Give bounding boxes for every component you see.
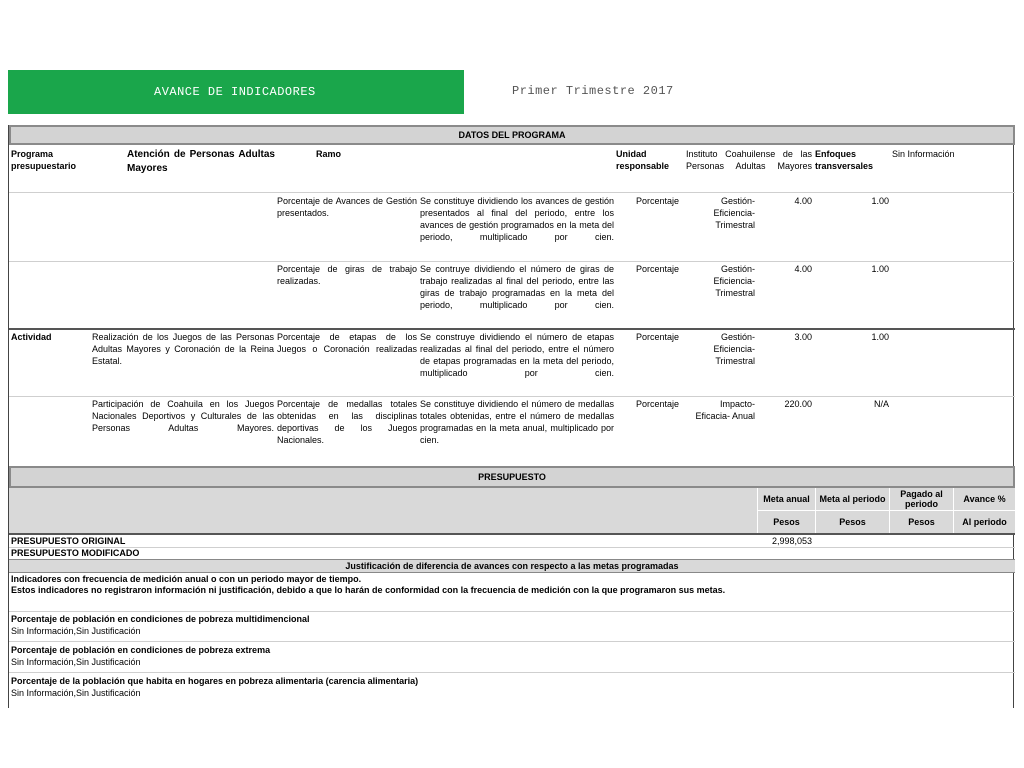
- row-divider: [9, 611, 1015, 612]
- indicator-unit: Porcentaje: [636, 332, 680, 342]
- ramo-label: Ramo: [316, 149, 342, 159]
- indicator-avance: 1.00: [871, 332, 889, 342]
- indicator-type: Impacto- Eficacia- Anual: [695, 399, 755, 421]
- justification-item-value: Sin Información,Sin Justificación: [11, 626, 141, 636]
- justification-line2: Estos indicadores no registraron información ni justificación, debido a que lo harán de conformidad con la frecuencia de medición con la que programaron sus metas.: [11, 585, 726, 595]
- budget-section-header: [9, 466, 1015, 488]
- col-meta-periodo: Meta al periodo: [815, 488, 889, 510]
- unidad-label: Unidad responsable: [616, 149, 670, 171]
- col-meta-anual: Meta anual: [757, 488, 815, 510]
- indicator-type: Gestión- Eficiencia- Trimestral: [713, 332, 755, 366]
- indicator-unit: Porcentaje: [636, 196, 680, 206]
- row-divider: [9, 192, 1015, 193]
- justification-title: Justificación de diferencia de avances con respecto a las metas programadas: [345, 561, 679, 571]
- indicator-objective: Participación de Coahuila en los Juegos Nacionales Deportivos y Culturales de las Personas Adultas Mayores.: [92, 399, 274, 433]
- col-pagado: Pagado al periodo: [889, 488, 953, 510]
- indicator-level: Actividad: [11, 332, 52, 342]
- indicator-type: Gestión- Eficiencia- Trimestral: [713, 196, 755, 230]
- budget-original-value: 2,998,053: [771, 536, 812, 546]
- row-divider: [9, 672, 1015, 673]
- indicator-name: Porcentaje de giras de trabajo realizadas.: [277, 264, 417, 286]
- indicator-method: Se construye dividiendo el número de etapas realizadas al final del periodo, entre el número de etapas programadas en la meta del periodo, multiplicado por cien.: [420, 332, 614, 378]
- report-title: AVANCE DE INDICADORES: [154, 85, 316, 99]
- indicator-unit: Porcentaje: [636, 399, 680, 409]
- justification-item-title: Porcentaje de población en condiciones de pobreza multidimencional: [11, 614, 310, 624]
- indicator-method: Se contruye dividiendo el número de giras de trabajo realizadas al final del periodo, entre las giras de trabajo programadas en la meta del periodo, multiplicado por cien.: [420, 264, 614, 310]
- justification-item-title: Porcentaje de población en condiciones de pobreza extrema: [11, 645, 271, 655]
- row-divider: [9, 641, 1015, 642]
- row-divider: [9, 261, 1015, 262]
- indicator-method: Se constituye dividiendo los avances de gestión presentados al final del periodo, entre los avances de gestión programados en la meta del periodo, multiplicado por cien.: [420, 196, 614, 242]
- indicator-avance: 1.00: [871, 196, 889, 206]
- row-divider: [9, 328, 1015, 330]
- enfoques-value: Sin Información: [892, 149, 955, 159]
- sub-pesos: Pesos: [889, 511, 953, 533]
- indicator-unit: Porcentaje: [636, 264, 680, 274]
- budget-section-title: PRESUPUESTO: [478, 472, 546, 482]
- sub-al-periodo: Al periodo: [953, 511, 1015, 533]
- row-divider: [9, 547, 1015, 548]
- indicator-meta: 220.00: [784, 399, 812, 409]
- justification-item-value: Sin Información,Sin Justificación: [11, 657, 141, 667]
- indicator-name: Porcentaje de Avances de Gestión presentados.: [277, 196, 417, 218]
- indicator-avance: 1.00: [871, 264, 889, 274]
- indicator-sheet: [8, 125, 1014, 708]
- indicator-name: Porcentaje de medallas totales obtenidas en las disciplinas deportivas de los Juegos Nacionales.: [277, 399, 417, 445]
- justification-item-value: Sin Información,Sin Justificación: [11, 688, 141, 698]
- program-section-title: DATOS DEL PROGRAMA: [458, 130, 566, 140]
- indicator-meta: 4.00: [794, 264, 812, 274]
- indicator-name: Porcentaje de etapas de los Juegos o Coronación realizadas: [277, 332, 417, 354]
- justification-line1: Indicadores con frecuencia de medición anual o con un periodo mayor de tiempo.: [11, 574, 362, 584]
- sub-pesos: Pesos: [815, 511, 889, 533]
- report-period: Primer Trimestre 2017: [512, 84, 674, 98]
- indicator-type: Gestión- Eficiencia- Trimestral: [713, 264, 755, 298]
- budget-modificado-label: PRESUPUESTO MODIFICADO: [11, 548, 140, 558]
- report-title-banner: [8, 70, 464, 114]
- indicator-meta: 4.00: [794, 196, 812, 206]
- justification-item-title: Porcentaje de la población que habita en hogares en pobreza alimentaria (carencia alimentaria): [11, 676, 419, 686]
- justification-header: [9, 559, 1015, 573]
- indicator-avance: N/A: [873, 399, 889, 409]
- budget-header-blank: [9, 488, 757, 533]
- row-divider: [9, 533, 1015, 535]
- sub-pesos: Pesos: [757, 511, 815, 533]
- col-avance: Avance %: [953, 488, 1015, 510]
- enfoques-label: Enfoques transversales: [815, 149, 874, 171]
- indicator-method: Se constituye dividiendo el número de medallas totales obtenidas, entre el número de medallas programadas en la meta anual, multiplicado por cien.: [420, 399, 614, 445]
- unidad-value: Instituto Coahuilense de las Personas Adultas Mayores: [686, 149, 812, 171]
- budget-original-label: PRESUPUESTO ORIGINAL: [11, 536, 126, 546]
- program-name: Atención de Personas Adultas Mayores: [127, 149, 275, 174]
- program-label: Programa presupuestario: [11, 149, 77, 171]
- program-section-header: [9, 125, 1015, 145]
- indicator-meta: 3.00: [794, 332, 812, 342]
- indicator-objective: Realización de los Juegos de las Personas Adultas Mayores y Coronación de la Reina Estatal.: [92, 332, 274, 366]
- row-divider: [9, 396, 1015, 397]
